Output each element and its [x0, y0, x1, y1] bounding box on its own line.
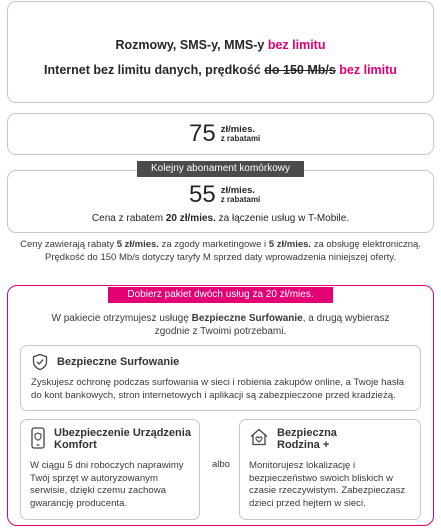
- next-plan-price-value: 55: [189, 181, 216, 208]
- main-price-unit: zł/mies.: [220, 123, 256, 135]
- footnote-speed: Prędkość do 150 Mb/s dotyczy taryfy M sprzed daty wprowadzenia niniejszej oferty.: [45, 252, 396, 263]
- bundle-intro: W pakiecie otrzymujesz usługę Bezpieczne Surfowanie, a drugą wybierasz zgodnie z Twoimi potrzebami.: [51, 313, 390, 337]
- calls-unlimited: bez limitu: [267, 38, 326, 52]
- next-plan-price-unit: zł/mies.: [220, 184, 256, 196]
- internet-line: Internet bez limitu danych, prędkość do 150 Mb/s bez limitu: [44, 63, 397, 77]
- footnote-discounts: Ceny zawierają rabaty 5 zł/mies. za zgody marketingowe i 5 zł/mies. za obsługę elektroniczną.: [20, 239, 421, 250]
- plan-features-card: [7, 1, 434, 103]
- device-title-line1: Ubezpieczenie Urządzenia: [54, 427, 191, 439]
- safe-family-desc: Monitorujesz lokalizację i bezpieczeństwo swoich bliskich w czasie rzeczywistym. Zabezpieczasz dzieci przed hejtem w sieci.: [249, 460, 406, 509]
- main-price-card: [7, 113, 434, 155]
- safe-family-card[interactable]: [239, 419, 421, 520]
- main-price-value: 75: [189, 120, 216, 147]
- family-title-line2: Rodzina +: [277, 439, 330, 451]
- next-plan-price-note: z rabatami: [220, 194, 261, 204]
- internet-unlimited: bez limitu: [339, 63, 397, 77]
- or-label: albo: [212, 459, 230, 470]
- next-plan-label: Kolejny abonament komórkowy: [137, 161, 304, 177]
- house-heart-icon: [249, 427, 269, 447]
- calls-line: Rozmowy, SMS-y, MMS-y bez limitu: [115, 38, 326, 52]
- device-insurance-card[interactable]: [20, 419, 200, 520]
- safe-surfing-card[interactable]: [20, 345, 421, 411]
- phone-shield-icon: [30, 427, 46, 449]
- shield-icon: [31, 353, 49, 371]
- family-title-line1: Bezpieczna: [277, 427, 337, 439]
- device-insurance-desc: W ciągu 5 dni roboczych naprawimy Twój sprzęt w autoryzowanym serwisie, dzięki czemu zachowa gwarancję producenta.: [30, 460, 184, 509]
- device-title-line2: Komfort: [54, 439, 97, 451]
- safe-surfing-title: Bezpieczne Surfowanie: [57, 356, 180, 368]
- main-price-note: z rabatami: [220, 133, 261, 143]
- bundle-label: Dobierz pakiet dwóch usług za 20 zł/mies.: [108, 287, 333, 303]
- next-plan-price: [189, 183, 260, 207]
- main-price: [189, 122, 260, 146]
- old-speed: do 150 Mb/s: [264, 63, 336, 77]
- safe-surfing-desc: Zyskujesz ochronę podczas surfowania w sieci i robienia zakupów online, a Twoje hasła do kont bankowych, stron internetowych i aplikacji są zabezpieczone przed kradzieżą.: [31, 377, 405, 401]
- discount-text: Cena z rabatem 20 zł/mies. za łączenie usług w T-Mobile.: [91, 213, 350, 224]
- next-plan-card: [7, 170, 434, 233]
